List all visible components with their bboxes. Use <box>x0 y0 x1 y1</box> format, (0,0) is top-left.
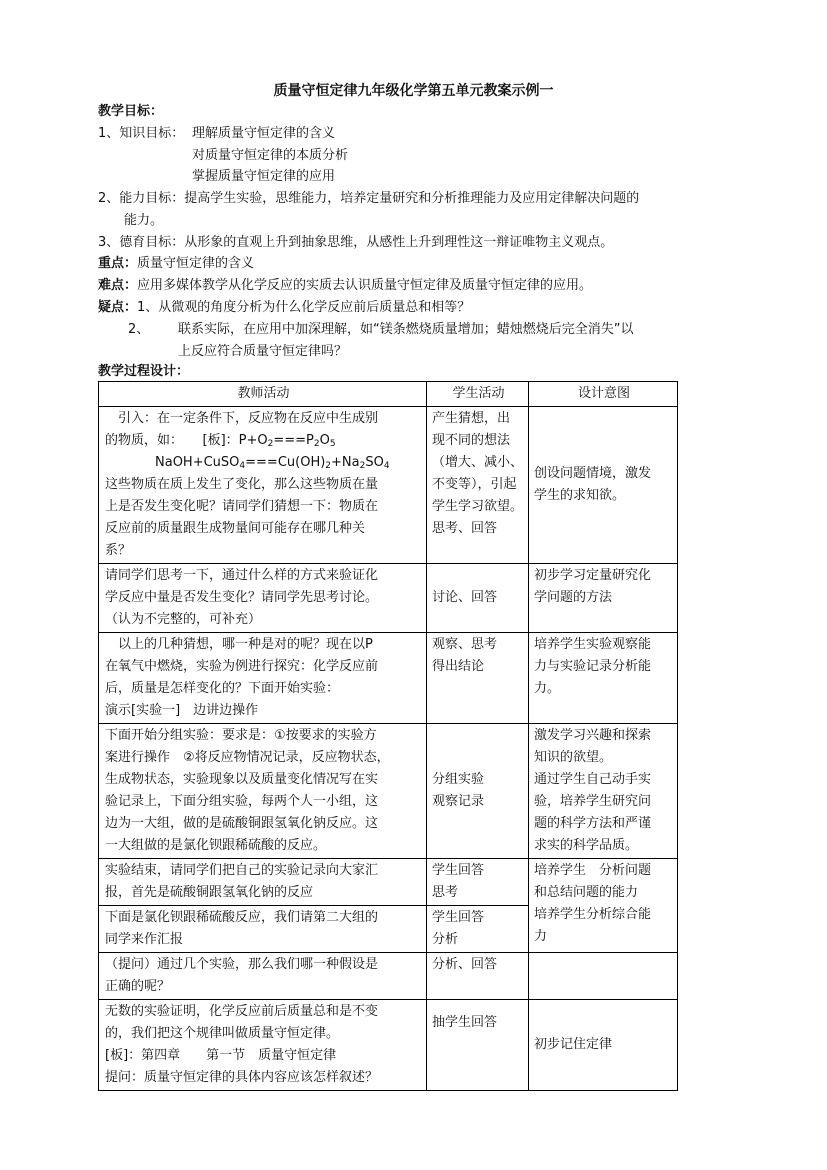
table-row <box>99 859 678 906</box>
teacher-activity-cell <box>99 1000 427 1091</box>
cell-text: 抽学生回答 <box>432 1015 498 1030</box>
teacher-activity-cell <box>99 564 427 633</box>
cell-text: 初步记住定律 <box>534 1037 613 1052</box>
cell-text-formula-2 <box>105 452 422 474</box>
cell-text: 报，首先是硫酸铜跟氢氧化钠的反应 <box>105 885 314 900</box>
difficulty-point <box>98 275 592 297</box>
difficulty-label: 难点： <box>98 278 138 293</box>
cell-text: 讨论、回答 <box>432 590 498 605</box>
header-teacher-activity: 教师活动 <box>99 382 427 407</box>
doubt-1-text: 1、从微观的角度分析为什么化学反应前后质量总和相等？ <box>137 300 471 315</box>
cell-text: 提问：质量守恒定律的具体内容应该怎样叙述？ <box>105 1070 379 1085</box>
cell-text: 观察记录 <box>432 794 485 809</box>
cell-text: 正确的呢？ <box>105 979 171 994</box>
doubt-2-number: 2、 <box>128 322 150 337</box>
cell-text: 一大组做的是氯化钡跟稀硫酸的反应。 <box>105 838 327 853</box>
cell-text: 的，我们把这个规律叫做质量守恒定律。 <box>105 1026 340 1041</box>
cell-text: 请同学们思考一下，通过什么样的方式来验证化 <box>105 568 379 583</box>
goal-1-line-2: 对质量守恒定律的本质分析 <box>192 148 349 163</box>
cell-text: 现不同的想法 <box>432 433 511 448</box>
table-row <box>99 724 678 859</box>
teacher-activity-cell <box>99 953 427 1000</box>
formula-part: ===Cu(OH) <box>245 455 326 470</box>
cell-text: 得出结论 <box>432 659 485 674</box>
cell-text: 验，培养学生研究问 <box>534 794 652 809</box>
cell-text: 初步学习定量研究化 <box>534 568 652 583</box>
teacher-activity-cell <box>99 724 427 859</box>
goal-1-line-1: 理解质量守恒定律的含义 <box>192 126 336 141</box>
cell-text: （增大、减小、 <box>432 455 524 470</box>
doubt-label: 疑点： <box>98 300 138 315</box>
goal-2-line-1: 2、能力目标：提高学生实验，思维能力，培养定量研究和分析推理能力及应用定律解决问题的 <box>98 191 640 206</box>
cell-text: 培养学生实验观察能 <box>534 637 652 652</box>
table-row <box>99 633 678 724</box>
goal-1-prefix: 1、知识目标： <box>98 126 185 141</box>
formula-part: SO <box>365 455 384 470</box>
cell-text: 学问题的方法 <box>534 590 613 605</box>
formula-subscript: 2 <box>313 439 320 449</box>
cell-text: 引入：在一定条件下，反应物在反应中生成别 <box>105 411 379 426</box>
cell-text: 下面开始分组实验：要求是：①按要求的实验方 <box>105 728 377 743</box>
cell-text: 思考、回答 <box>432 521 498 536</box>
formula-subscript: 2 <box>325 461 332 471</box>
doubt-point-1 <box>98 297 470 319</box>
cell-text: 力与实验记录分析能 <box>534 659 652 674</box>
key-point-text: 质量守恒定律的含义 <box>137 256 255 271</box>
cell-text: 激发学习兴趣和探索 <box>534 728 652 743</box>
cell-text: 产生猜想，出 <box>432 411 511 426</box>
formula-part: ===P <box>273 433 314 448</box>
cell-text: 的物质，如： <box>105 433 177 448</box>
goal-3: 3、德育目标：从形象的直观上升到抽象思维，从感性上升到理性这一辩证唯物主义观点。 <box>98 235 614 250</box>
cell-text: 下面是氯化钡跟稀硫酸反应，我们请第二大组的 <box>105 910 379 925</box>
cell-text: 学反应中量是否发生变化？请同学先思考讨论。 <box>105 590 379 605</box>
cell-text: 学生回答 <box>432 863 485 878</box>
cell-text: 学生的求知欲。 <box>534 488 626 503</box>
doubt-2-line-1: 联系实际，在应用中加深理解，如“镁条燃烧质量增加；蜡烛燃烧后完全消失”以 <box>178 322 634 337</box>
cell-text: 分析 <box>432 932 459 947</box>
cell-text: 分析、回答 <box>432 957 498 972</box>
design-intent-cell <box>529 859 678 953</box>
formula-part: O <box>319 433 330 448</box>
student-activity-cell <box>427 564 529 633</box>
teacher-activity-cell <box>99 407 427 564</box>
header-student-activity: 学生活动 <box>427 382 529 407</box>
table-header-row <box>99 382 678 407</box>
cell-text: 学生学习欲望。 <box>432 499 524 514</box>
student-activity-cell <box>427 1000 529 1091</box>
key-point <box>98 253 254 275</box>
cell-text-formula-1 <box>105 430 422 452</box>
cell-text: 这些物质在质上发生了变化，那么这些物质在量 <box>105 477 379 492</box>
cell-text: 创设问题情境，激发 <box>534 466 652 481</box>
student-activity-cell <box>427 724 529 859</box>
cell-text: 培养学生分析综合能 <box>534 907 652 922</box>
cell-text: 同学来作汇报 <box>105 932 184 947</box>
formula-subscript: 2 <box>267 439 274 449</box>
cell-text: 后，质量是怎样变化的？下面开始实验： <box>105 681 340 696</box>
cell-text: 观察、思考 <box>432 637 498 652</box>
cell-text: 思考 <box>432 885 459 900</box>
cell-text: 和总结问题的能力 <box>534 885 639 900</box>
student-activity-cell <box>427 859 529 906</box>
cell-text: 以上的几种猜想，哪一种是对的呢？现在以P <box>105 637 373 652</box>
cell-text: 上是否发生变化呢？请同学们猜想一下：物质在 <box>105 499 379 514</box>
cell-text: 力。 <box>534 681 561 696</box>
student-activity-cell <box>427 953 529 1000</box>
design-intent-cell-empty <box>529 953 678 1000</box>
student-activity-cell <box>427 906 529 953</box>
design-intent-cell <box>529 633 678 724</box>
doubt-2-line-2: 上反应符合质量守恒定律吗？ <box>178 344 348 359</box>
design-intent-cell <box>529 724 678 859</box>
header-design-intent: 设计意图 <box>529 382 678 407</box>
table-row <box>99 1000 678 1091</box>
cell-text: 系？ <box>105 543 132 558</box>
cell-text: 通过学生自己动手实 <box>534 772 652 787</box>
cell-text: [板]：第四章 第一节 质量守恒定律 <box>105 1048 337 1063</box>
student-activity-cell <box>427 633 529 724</box>
cell-text: 力 <box>534 929 548 944</box>
goals-heading: 教学目标： <box>98 104 164 119</box>
cell-text: 培养学生 分析问题 <box>534 863 652 878</box>
cell-text: 验记录上，下面分组实验，每两个人一小组，这 <box>105 794 379 809</box>
document-title: 质量守恒定律九年级化学第五单元教案示例一 <box>273 83 554 99</box>
cell-text: 在氧气中燃烧，实验为例进行探究：化学反应前 <box>105 659 379 674</box>
formula-subscript: 5 <box>329 439 336 449</box>
cell-text: 边为一大组，做的是硫酸铜跟氢氧化钠反应。这 <box>105 816 379 831</box>
cell-text: 学生回答 <box>432 910 485 925</box>
cell-text: 实验结束，请同学们把自己的实验记录向大家汇 <box>105 863 379 878</box>
student-activity-cell <box>427 407 529 564</box>
table-row <box>99 564 678 633</box>
design-intent-cell <box>529 564 678 633</box>
formula-subscript: 4 <box>383 461 390 471</box>
cell-text: 求实的科学品质。 <box>534 838 639 853</box>
teaching-process-table <box>98 381 678 1091</box>
formula-part: +Na <box>331 455 360 470</box>
teacher-activity-cell <box>99 859 427 906</box>
key-point-label: 重点： <box>98 256 138 271</box>
teacher-activity-cell <box>99 906 427 953</box>
cell-text: 知识的欲望。 <box>534 750 613 765</box>
teacher-activity-cell <box>99 633 427 724</box>
cell-text: 案进行操作 ②将反应物情况记录，反应物状态， <box>105 750 390 765</box>
cell-text: 演示[实验一] 边讲边操作 <box>105 703 259 718</box>
difficulty-text: 应用多媒体教学从化学反应的实质去认识质量守恒定律及质量守恒定律的应用。 <box>137 278 593 293</box>
cell-text: 生成物状态，实验现象以及质量变化情况写在实 <box>105 772 379 787</box>
formula-subscript: 2 <box>359 461 366 471</box>
goal-2-line-2: 能力。 <box>124 213 164 228</box>
cell-text: 无数的实验证明，化学反应前后质量总和是不变 <box>105 1004 379 1019</box>
design-intent-cell <box>529 1000 678 1091</box>
design-intent-cell <box>529 407 678 564</box>
formula-part: NaOH+CuSO <box>155 455 240 470</box>
process-heading: 教学过程设计： <box>98 364 190 379</box>
table-row <box>99 953 678 1000</box>
goal-1-line-3: 掌握质量守恒定律的应用 <box>192 169 336 184</box>
cell-text: 题的科学方法和严谨 <box>534 816 652 831</box>
formula-part: [板]：P+O <box>202 433 268 448</box>
cell-text: 反应前的质量跟生成物量间可能存在哪几种关 <box>105 521 366 536</box>
cell-text: （认为不完整的，可补充） <box>105 612 262 627</box>
cell-text: 分组实验 <box>432 772 485 787</box>
formula-subscript: 4 <box>239 461 246 471</box>
cell-text: 不变等），引起 <box>432 477 517 492</box>
table-row <box>99 407 678 564</box>
cell-text: （提问）通过几个实验，那么我们哪一种假设是 <box>105 957 379 972</box>
